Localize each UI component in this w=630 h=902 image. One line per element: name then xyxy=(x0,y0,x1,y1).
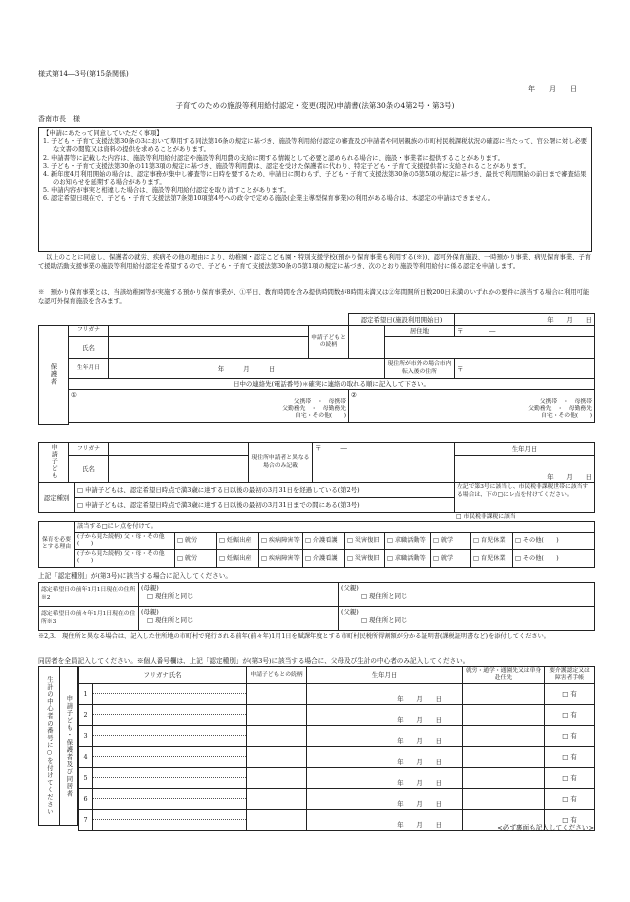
residence-row2-label: 認定希望日の前々年1月1日現在の住所※3 xyxy=(39,607,139,631)
col-cert-header: 要介護認定又は障害者手帳 xyxy=(545,667,595,684)
row-number[interactable]: 5 xyxy=(79,768,93,789)
residence-row1-mother[interactable]: (母親) □ 現住所と同じ xyxy=(139,583,339,607)
child-name-label: 氏名 xyxy=(69,456,109,483)
back-page-note: <必ず裏面も記入してください> xyxy=(497,824,594,832)
note-text: ※ 預かり保育事業とは、当該幼稚園等が実施する預かり保育事業が、①平日、教育時間を含み提供時間数が8時間未満又は②年間開所日数200日未満のいずれかの要件に該当する場合に利用可能な認可外保育施設を含みます。 xyxy=(38,289,590,305)
member-relation-field[interactable] xyxy=(247,810,307,831)
member-cert-checkbox[interactable]: □ 有 xyxy=(545,684,595,705)
household-intro: 同居者を全員記入してください。※個人番号欄は、上記「認定種別」が(第3号)に該当する場合に、父母及び生計の中心者のみ記入してください。 xyxy=(38,657,470,665)
reason-option[interactable]: □ その他( ) xyxy=(513,550,595,567)
notice-item: 4. 新年度4月利用開始の場合は、認定事務が集中し審査等に日時を要するため、申請日に関わらず、子ども・子育て支援法第30条の5第5項の規定に基づき、最長で利用開始の前日まで審査結果のお知らせを延期する場合があります。 xyxy=(43,170,587,187)
member-name-field[interactable] xyxy=(93,768,247,789)
household-row xyxy=(79,747,595,768)
child-address-label: 現住所申請者と異なる場合のみ記載 xyxy=(249,443,313,483)
reason-table xyxy=(38,521,595,568)
col-work-header: 就労・通学・通園先又は単身赴任先 xyxy=(463,667,545,684)
child-table xyxy=(38,442,595,483)
reason-row1-who[interactable]: (子から見た続柄) 父・母・その他( ) xyxy=(75,532,175,549)
intro-text: 以上のことに同意し、保護者の就労、疾病その他の理由により、幼稚園・認定こども園・特別支援学校(預かり保育事業も利用する(※))、認可外保育施設、一時預かり事業、病児保育事業、子育て援助活動支援事業の施設等利用給付認定を希望するので、子ども・子育て支援法第30条の5第1項の規定に基づき、次のとおり施設等利用給付に係る認定を申請します。 xyxy=(38,254,592,270)
member-birthdate-field[interactable]: 年 月 日 xyxy=(307,810,463,831)
child-furigana-label: フリガナ xyxy=(69,443,109,456)
contact-header: 日中の連絡先(電話番号)＊確実に連絡の取れる順に記入して下さい。 xyxy=(69,379,595,390)
guardian-address-field[interactable]: 〒 ― xyxy=(455,326,595,337)
member-relation-field[interactable] xyxy=(247,684,307,705)
member-name-field[interactable] xyxy=(93,684,247,705)
member-work-field[interactable] xyxy=(463,789,545,810)
member-birthdate-field[interactable]: 年 月 日 xyxy=(307,768,463,789)
child-birthdate-field[interactable]: 年 月 日 xyxy=(455,456,595,483)
member-relation-field[interactable] xyxy=(247,726,307,747)
addressee: 香南市長 様 xyxy=(38,115,80,123)
reason-row2-who[interactable]: (子から見た続柄) 父・母・その他( ) xyxy=(75,550,175,567)
residence-row2-father[interactable]: (父親) □ 現住所と同じ xyxy=(339,607,595,631)
page-title: 子育てのための施設等利用給付認定・変更(現況)申請書(法第30条の4第2号・第3号) xyxy=(175,101,455,110)
member-name-field[interactable] xyxy=(93,705,247,726)
household-row xyxy=(79,726,595,747)
member-work-field[interactable] xyxy=(463,768,545,789)
moved-address-label: 現住所が市外の場合市内転入後の住所 xyxy=(385,359,455,379)
row-number[interactable]: 4 xyxy=(79,747,93,768)
notice-item: 3. 子ども・子育て支援法第30条の11第3項の規定に基づき、施設等利用費は、認定を受けた保護者に代わり、特定子ども・子育て支援提供者に支給されることがあります。 xyxy=(43,162,530,170)
child-address-field[interactable]: 〒 ― xyxy=(313,443,455,483)
member-relation-field[interactable] xyxy=(247,768,307,789)
member-cert-checkbox[interactable]: □ 有 xyxy=(545,810,595,831)
residence-table xyxy=(38,582,595,631)
member-birthdate-field[interactable]: 年 月 日 xyxy=(307,705,463,726)
guardian-group-label: 保護者 xyxy=(39,326,69,425)
member-birthdate-field[interactable]: 年 月 日 xyxy=(307,684,463,705)
child-birthdate-label: 生年月日 xyxy=(455,443,595,456)
member-name-field[interactable] xyxy=(93,747,247,768)
household-side-label: 生計の中心者の番号に○を付けてください xyxy=(38,666,60,826)
child-group-label: 申請子ども xyxy=(39,443,69,483)
moved-address-field[interactable]: 〒 xyxy=(455,359,595,379)
member-work-field[interactable] xyxy=(463,684,545,705)
reason-option[interactable]: □ 疾病障害等 xyxy=(259,532,303,549)
residence-intro: 上記「認定種別」が(第3号)に該当する場合に記入してください。 xyxy=(38,572,232,580)
notice-item: 6. 認定希望日現在で、子ども・子育て支援法第7条第10項第4号への政令で定める施設(企業主導型保育事業)の利用がある場合は、本認定の申請はできません。 xyxy=(43,195,495,203)
member-birthdate-field[interactable]: 年 月 日 xyxy=(307,747,463,768)
reason-option[interactable]: □ 介護看護 xyxy=(303,550,345,567)
reason-label: 保育を必要とする理由 xyxy=(39,522,75,568)
member-relation-field[interactable] xyxy=(247,705,307,726)
address-label: 居住地 xyxy=(385,326,455,337)
tax-exempt-note: 左記で第3号に該当し、市民税非課税世帯に該当する場合は、下の□にレ点を付けてください。 xyxy=(455,483,595,513)
reason-option[interactable]: □ 介護看護 xyxy=(303,532,345,549)
tax-exempt-checkbox[interactable]: □ 市民税非課税に該当 xyxy=(454,512,592,522)
member-work-field[interactable] xyxy=(463,705,545,726)
consent-notice xyxy=(38,127,592,252)
member-relation-field[interactable] xyxy=(247,747,307,768)
col-birth-header: 生年月日 xyxy=(307,667,463,684)
member-cert-checkbox[interactable]: □ 有 xyxy=(545,789,595,810)
member-name-field[interactable] xyxy=(93,810,247,831)
household-row xyxy=(79,768,595,789)
furigana-label: フリガナ xyxy=(69,326,109,337)
row-number[interactable]: 2 xyxy=(79,705,93,726)
col-name-header: フリガナ氏名 xyxy=(79,667,247,684)
household-table xyxy=(78,666,595,831)
category-label: 認定種別 xyxy=(39,483,75,513)
residence-row1-father[interactable]: (父親) □ 現住所と同じ xyxy=(339,583,595,607)
household-row xyxy=(79,684,595,705)
row-number[interactable]: 6 xyxy=(79,789,93,810)
guardian-address-field-2[interactable] xyxy=(385,337,595,359)
contact-1-field[interactable]: ① 父携帯 ・ 母携帯 父勤務先 ・ 母勤務先 自宅・その他( ) xyxy=(69,390,349,423)
category-table xyxy=(38,482,595,513)
member-work-field[interactable] xyxy=(463,726,545,747)
member-cert-checkbox[interactable]: □ 有 xyxy=(545,747,595,768)
reason-option[interactable]: □ 育児休業 xyxy=(471,550,513,567)
reason-option[interactable]: □ 就労 xyxy=(175,550,217,567)
guardian-relation-field[interactable] xyxy=(349,326,385,359)
desired-date-field[interactable]: 年 月 日 xyxy=(455,314,595,326)
guardian-name-field[interactable] xyxy=(109,337,309,359)
household-row xyxy=(79,705,595,726)
reason-option[interactable]: □ 妊娠出産 xyxy=(217,550,259,567)
notice-item: 5. 申請内容が事実と相違した場合は、施設等利用給付認定を取り消すことがあります。 xyxy=(43,187,290,195)
residence-row2-mother[interactable]: (母親) □ 現住所と同じ xyxy=(139,607,339,631)
residence-row1-label: 認定希望日の前年1月1日現在の住所※2 xyxy=(39,583,139,607)
contact-2-field[interactable]: ② 父携帯 ・ 母携帯 父勤務先 ・ 母勤務先 自宅・その他( ) xyxy=(349,390,595,423)
reason-option[interactable]: □ 災害復旧 xyxy=(345,532,385,549)
household-inner-label: 申請子ども・保護者及び同居者 xyxy=(60,666,78,826)
reason-instruction: 該当する□にレ点を付けて。 xyxy=(75,522,595,533)
reason-option[interactable]: □ 災害復旧 xyxy=(345,550,385,567)
relation-label: 申請子どもとの続柄 xyxy=(309,326,349,359)
reason-option[interactable]: □ 就労 xyxy=(175,532,217,549)
member-relation-field[interactable] xyxy=(247,789,307,810)
member-work-field[interactable] xyxy=(463,747,545,768)
member-cert-checkbox[interactable]: □ 有 xyxy=(545,726,595,747)
reason-option[interactable]: □ その他( ) xyxy=(513,532,595,549)
category-option-2[interactable]: □ 申請子どもは、認定希望日時点で満3歳に達する日以後の最初の3月31日を経過している(第2号) xyxy=(75,483,455,498)
row-number[interactable]: 1 xyxy=(79,684,93,705)
birthdate-label: 生年月日 xyxy=(69,359,109,379)
desired-date-label: 認定希望日(施設利用開始日) xyxy=(349,314,455,326)
submission-date: 年 月 日 xyxy=(528,85,577,93)
notice-heading: 【申請にあたって同意していただく事項】 xyxy=(43,130,163,137)
category-option-3[interactable]: □ 申請子どもは、認定希望日時点で満3歳に達する日以後の最初の3月31日までの間にある(第3号) xyxy=(75,498,455,513)
reason-option[interactable]: □ 育児休業 xyxy=(471,532,513,549)
form-number: 様式第14―3号(第15条関係) xyxy=(38,70,129,78)
reason-option[interactable]: □ 求職活動等 xyxy=(385,532,431,549)
reason-option[interactable]: □ 就学 xyxy=(431,532,471,549)
member-birthdate-field[interactable]: 年 月 日 xyxy=(307,789,463,810)
child-furigana-field[interactable] xyxy=(109,443,249,456)
reason-option[interactable]: □ 妊娠出産 xyxy=(217,532,259,549)
household-row xyxy=(79,789,595,810)
residence-footnote: ※2,3. 現住所と異なる場合は、記入した住所地の市町村で発行される前年(前々年)1月1日を賦課年度とする市町村民税所得割額が分かる証明書(課税証明書など)を添付してください。 xyxy=(38,633,550,640)
member-cert-checkbox[interactable]: □ 有 xyxy=(545,705,595,726)
member-name-field[interactable] xyxy=(93,789,247,810)
reason-option[interactable]: □ 就学 xyxy=(431,550,471,567)
reason-option[interactable]: □ 求職活動等 xyxy=(385,550,431,567)
applicant-table xyxy=(38,313,595,425)
name-label: 氏名 xyxy=(69,337,109,359)
notice-item: 2. 申請書等に記載した内容は、施設等利用給付認定や施設等利用費の支給に関する情報として必要と認められる場合に、施設・事業者に提供することがあります。 xyxy=(43,154,504,162)
guardian-birthdate-field[interactable]: 年 月 日 xyxy=(109,359,385,379)
reason-option[interactable]: □ 疾病障害等 xyxy=(259,550,303,567)
member-name-field[interactable] xyxy=(93,726,247,747)
notice-item: 1. 子ども・子育て支援法第30条の3において準用する同法第16条の規定に基づき、施設等利用給付認定の審査及び申請者や同居親族の市町村民税課税状況の確認に当たって、官公署に対し必要な文書の閲覧又は資料の提供を求めることがあります。 xyxy=(43,138,588,154)
member-birthdate-field[interactable]: 年 月 日 xyxy=(307,726,463,747)
row-number[interactable]: 3 xyxy=(79,726,93,747)
col-relation-header: 申請子どもとの続柄 xyxy=(247,667,307,684)
guardian-furigana-field[interactable] xyxy=(109,326,309,337)
row-number[interactable]: 7 xyxy=(79,810,93,831)
child-name-field[interactable] xyxy=(109,456,249,483)
member-cert-checkbox[interactable]: □ 有 xyxy=(545,768,595,789)
